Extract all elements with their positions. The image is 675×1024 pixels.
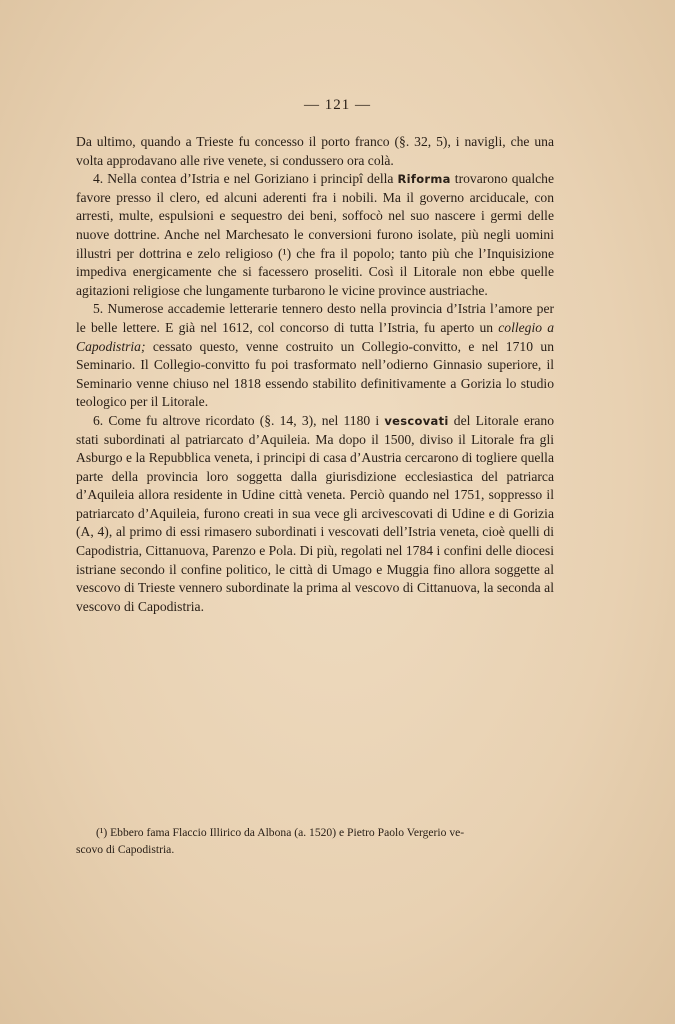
footnote-line-1: (¹) Ebbero fama Flaccio Illirico da Albona (a. 1520) e Pietro Paolo Vergerio ve- [96, 826, 465, 839]
page-number: — 121 — [304, 97, 371, 113]
text-run: 5. Numerose accademie letterarie tennero desto nella provincia d’Istria l’amore per le belle lettere. E già nel 1612, col concorso di tutta l’Istria, fu aperto un [76, 301, 554, 335]
bold-term-vescovati: vescovati [384, 413, 449, 428]
text-run: 6. Come fu altrove ricordato (§. 14, 3), nel 1180 i [93, 412, 385, 428]
footnote-line-2: scovo di Capodistria. [76, 842, 175, 856]
text-run: cessato questo, venne costruito un Collegio-convitto, e nel 1710 un Seminario. Il Collegio-convitto fu poi trasformato nell’odierno Ginnasio superiore, il Seminario venne chiuso nel 1818 essendo stabilito definitivamente a Gorizia lo studio teologico per il Litorale. [76, 338, 554, 410]
italic-term-collegio: collegio a Capodistria; [76, 319, 555, 354]
footnote [76, 825, 554, 858]
text-run: trovarono qualche favore presso il clero, ed alcuni aderenti fra i nobili. Ma il governo arciducale, con arresti, multe, espulsioni e sequestro dei beni, soffocò nel suo nascere i germi delle nuove dottrine. Anche nel Marchesato le conversioni furono isolate, più negli uomini illustri per dottrina e zelo religioso (¹) che fra il popolo; tanto più che l’Inquisizione impediva energicamente che si facessero proseliti. Così il Litorale non ebbe quelle agitazioni religiose che lungamente turbarono le vicine province austriache. [76, 171, 554, 298]
paragraph-5-accademie [76, 300, 554, 412]
text-run: Da ultimo, quando a Trieste fu concesso il porto franco (§. 32, 5), i navigli, che una volta approdavano alle rive venete, si condussero ora colà. [76, 134, 554, 168]
text-run: del Litorale erano stati subordinati al patriarcato d’Aquileia. Ma dopo il 1500, diviso il Litorale fra gli Asburgo e la Repubblica veneta, i principi di casa d’Austria cercarono di togliere quella parte della provincia loro soggetta dalla giurisdizione ecclesiastica del patriarca d’Aquileia allora residente in Udine città veneta. Perciò quando nel 1751, soppresso il patriarcato d’Aquileia, furono creati in sua vece gli arcivescovati di Udine e di Gorizia (A, 4), al primo di essi rimasero subordinati i vescovati dell’Istria veneta, cioè quelli di Capodistria, Cittanuova, Parenzo e Pola. Di più, regolati nel 1784 i confini delle diocesi istriane secondo il confine politico, le città di Umago e Muggia fino allora soggette al vescovo di Trieste vennero subordinate la prima al vescovo di Cittanuova, la seconda al vescovo di Capodistria. [76, 412, 555, 614]
bold-term-riforma: Riforma [397, 172, 451, 187]
paragraph-4-riforma [76, 170, 554, 300]
body-text [76, 133, 554, 616]
paragraph-6-vescovati [76, 412, 554, 617]
text-run: 4. Nella contea d’Istria e nel Goriziano i principî della [93, 171, 398, 187]
paragraph-intro [76, 133, 554, 170]
